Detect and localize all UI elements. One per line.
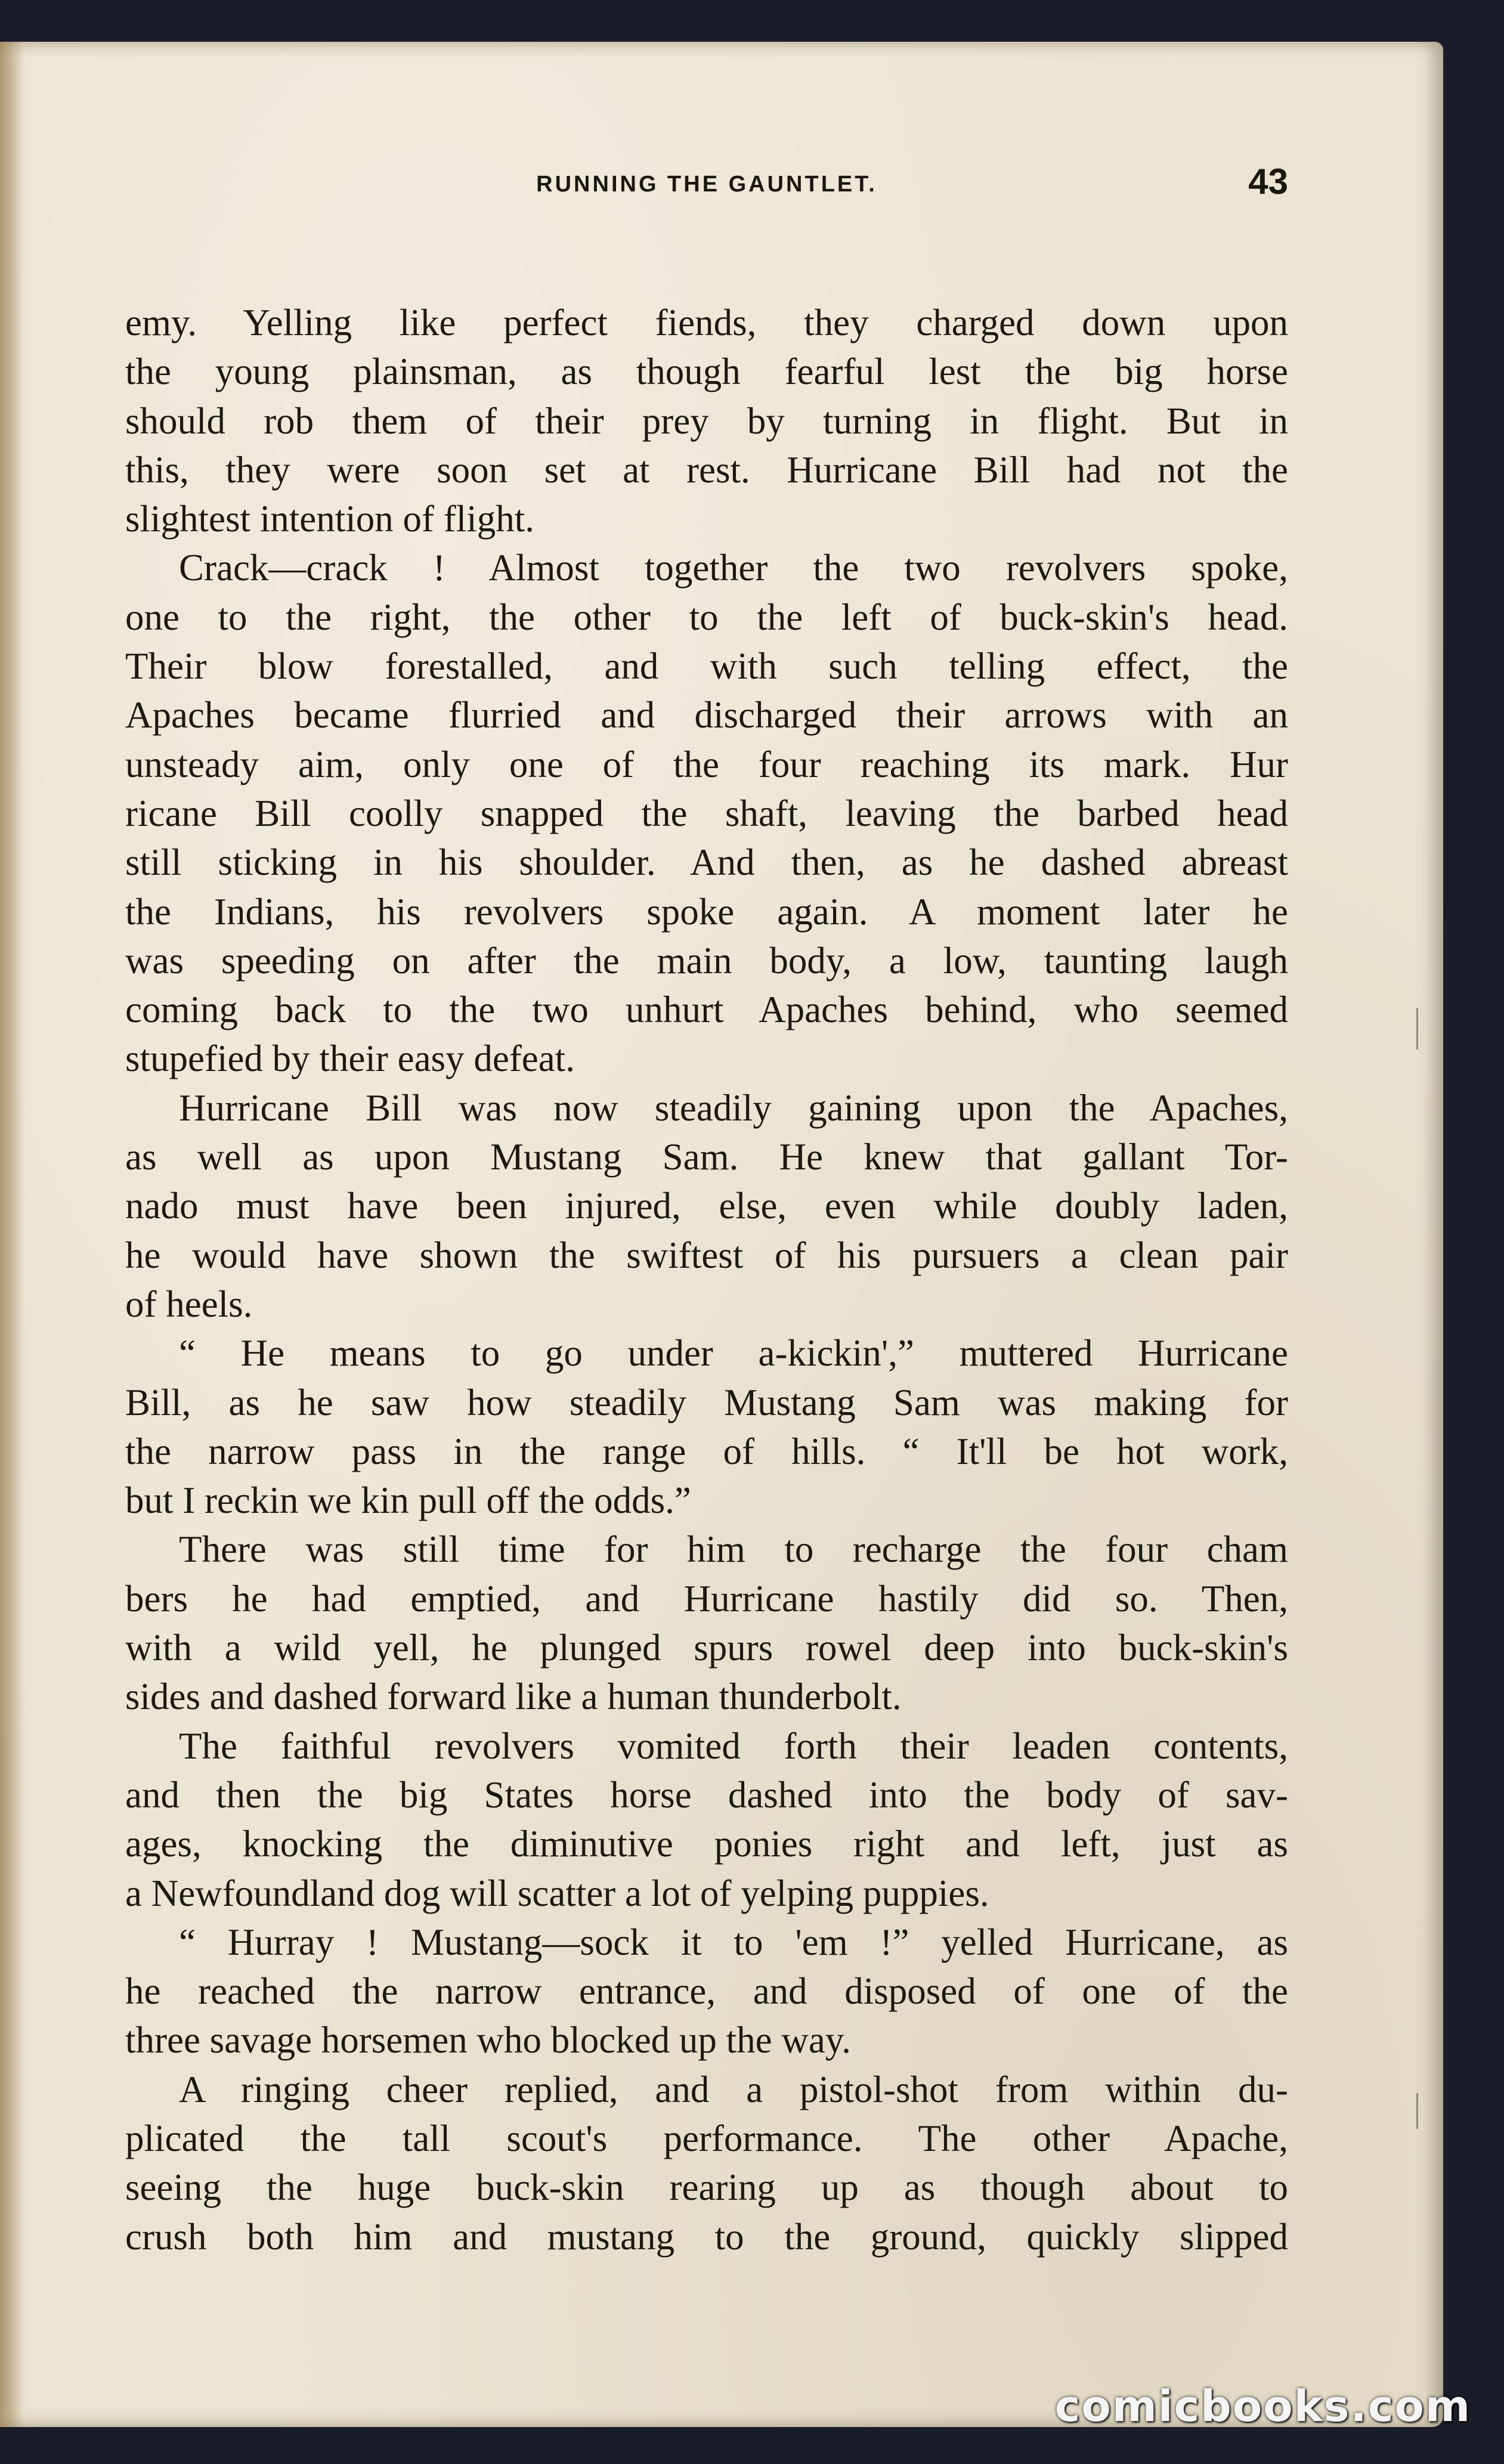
text-line: coming back to the two unhurt Apaches behind, who seemed	[125, 989, 1288, 1031]
page-spine-shadow	[0, 42, 24, 2427]
text-line: nado must have been injured, else, even while doubly laden,	[125, 1185, 1288, 1227]
page-edge-mark	[1416, 2093, 1418, 2129]
text-line: ages, knocking the diminutive ponies right and left, just as	[125, 1823, 1288, 1865]
text-line: A ringing cheer replied, and a pistol-shot from within du-	[179, 2068, 1288, 2110]
text-line: slightest intention of flight.	[125, 498, 534, 540]
body-text	[125, 298, 1288, 2261]
text-line: this, they were soon set at rest. Hurricane Bill had not the	[125, 448, 1288, 491]
text-line: the young plainsman, as though fearful lest the big horse	[125, 351, 1288, 393]
text-line: Their blow forestalled, and with such telling effect, the	[125, 645, 1288, 688]
text-line: Apaches became flurried and discharged their arrows with an	[125, 694, 1288, 736]
text-line: he would have shown the swiftest of his pursuers a clean pair	[125, 1234, 1288, 1276]
text-line: a Newfoundland dog will scatter a lot of yelping puppies.	[125, 1872, 989, 1914]
text-line: crush both him and mustang to the ground, quickly slipped	[125, 2215, 1288, 2258]
text-line: and then the big States horse dashed into the body of sav-	[125, 1773, 1288, 1816]
text-line: seeing the huge buck-skin rearing up as though about to	[125, 2166, 1288, 2209]
text-line: Bill, as he saw how steadily Mustang Sam was making for	[125, 1381, 1288, 1423]
text-line: ricane Bill coolly snapped the shaft, leaving the barbed head	[125, 792, 1288, 834]
text-line: stupefied by their easy defeat.	[125, 1038, 575, 1080]
text-line: sides and dashed forward like a human thunderbolt.	[125, 1676, 902, 1718]
text-line: There was still time for him to recharge the four cham	[179, 1528, 1288, 1571]
page-edge-mark	[1416, 1008, 1418, 1050]
text-line: unsteady aim, only one of the four reaching its mark. Hur	[125, 743, 1288, 785]
watermark-logo: comicbooks.com	[1054, 2381, 1471, 2431]
text-line: with a wild yell, he plunged spurs rowel deep into buck-skin's	[125, 1627, 1288, 1669]
text-line: the narrow pass in the range of hills. “ It'll be hot work,	[125, 1430, 1288, 1472]
text-line: Hurricane Bill was now steadily gaining upon the Apaches,	[179, 1086, 1288, 1129]
text-line: Crack—crack ! Almost together the two revolvers spoke,	[179, 547, 1288, 589]
running-head	[125, 161, 1288, 209]
text-line: but I reckin we kin pull off the odds.”	[125, 1479, 691, 1522]
text-line: plicated the tall scout's performance. The other Apache,	[125, 2117, 1288, 2159]
text-line: “ He means to go under a-kickin',” muttered Hurricane	[179, 1332, 1288, 1375]
text-line: one to the right, the other to the left of buck-skin's head.	[125, 596, 1288, 638]
text-line: of heels.	[125, 1283, 253, 1325]
text-line: the Indians, his revolvers spoke again. A moment later he	[125, 890, 1288, 933]
text-line: he reached the narrow entrance, and disposed of one of the	[125, 1970, 1288, 2013]
text-line: “ Hurray ! Mustang—sock it to 'em !” yelled Hurricane, as	[179, 1921, 1288, 1963]
text-line: three savage horsemen who blocked up the way.	[125, 2019, 851, 2061]
page-number: 43	[1248, 162, 1288, 202]
text-line: was speeding on after the main body, a low, taunting laugh	[125, 939, 1288, 982]
text-line: emy. Yelling like perfect fiends, they charged down upon	[125, 302, 1288, 343]
text-line: The faithful revolvers vomited forth their leaden contents,	[179, 1725, 1288, 1767]
text-line: bers he had emptied, and Hurricane hastily did so. Then,	[125, 1577, 1288, 1620]
text-line: should rob them of their prey by turning in flight. But in	[125, 400, 1288, 442]
running-title: RUNNING THE GAUNTLET.	[536, 172, 877, 197]
text-line: still sticking in his shoulder. And then, as he dashed abreast	[125, 841, 1288, 884]
text-line: as well as upon Mustang Sam. He knew that gallant Tor-	[125, 1136, 1288, 1178]
